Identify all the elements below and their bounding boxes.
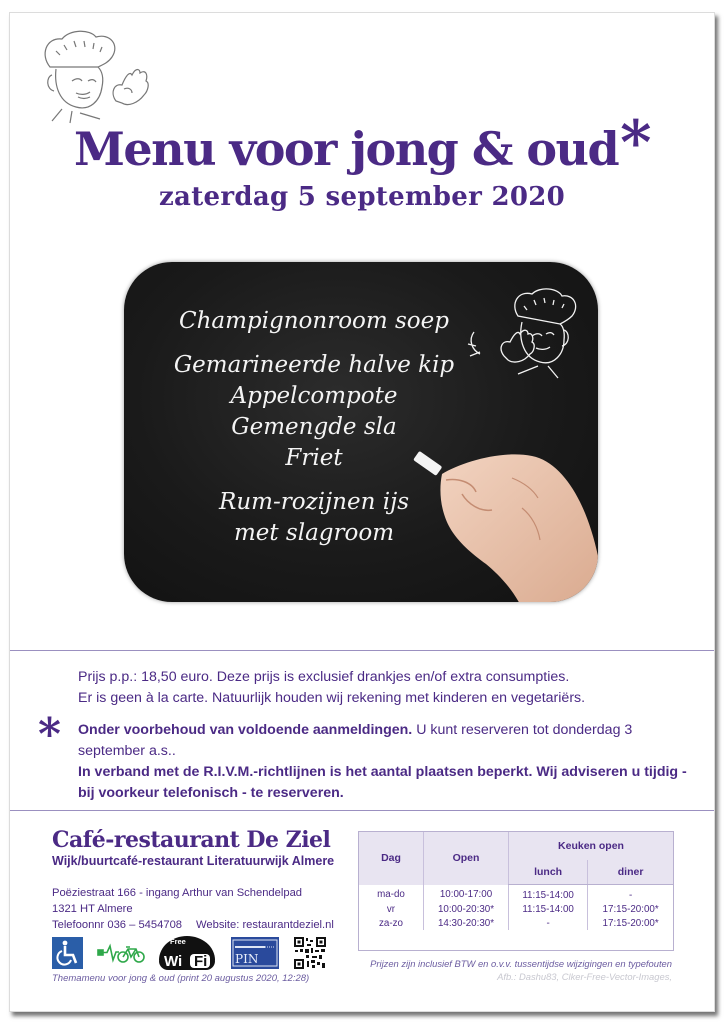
chef-chalk-illustration-icon bbox=[464, 286, 580, 382]
svg-text:Wi: Wi bbox=[164, 953, 183, 970]
image-credits: Afb.: Dashu83, Clker-Free-Vector-Images, bbox=[497, 971, 672, 982]
price-info bbox=[78, 667, 698, 804]
chalkboard-menu bbox=[124, 262, 598, 602]
free-wifi-icon bbox=[157, 934, 217, 972]
pin-payment-icon bbox=[231, 937, 279, 969]
svg-text:PIN: PIN bbox=[235, 952, 259, 966]
reservation-deadline: U kunt reserveren tot donderdag 3 september a.s.. bbox=[78, 722, 633, 759]
footer-notes bbox=[348, 957, 672, 983]
menu-item-main: Gemengde sla bbox=[231, 414, 397, 440]
table-row: ma-do 10:00-17:00 11:15-14:00 - bbox=[359, 885, 673, 903]
asterisk-note-marker: * bbox=[38, 709, 62, 760]
phone-number: Telefoonnr 036 – 5454708 bbox=[52, 919, 183, 931]
section-divider bbox=[10, 650, 714, 651]
table-row: za-zo 14:30-20:30* - 17:15-20:00* bbox=[359, 916, 673, 930]
ebike-charging-icon bbox=[97, 942, 147, 964]
restaurant-address bbox=[52, 885, 334, 933]
address-city: 1321 HT Almere bbox=[52, 903, 133, 915]
prices-note: Prijzen zijn inclusief BTW en o.v.v. tussentijdse wijzigingen en typefouten bbox=[370, 958, 672, 969]
chef-illustration-icon bbox=[32, 27, 162, 127]
print-note: Themamenu voor jong & oud (print 20 augustus 2020, 12:28) bbox=[52, 973, 310, 984]
restaurant-tagline: Wijk/buurtcafé-restaurant Literatuurwijk Almere bbox=[52, 854, 335, 868]
restaurant-name: Café-restaurant De Ziel bbox=[52, 827, 331, 853]
website-link[interactable]: Website: restaurantdeziel.nl bbox=[196, 919, 334, 931]
section-divider bbox=[10, 810, 714, 811]
col-header-open: Open bbox=[424, 832, 509, 885]
menu-item-main: Friet bbox=[285, 445, 343, 471]
price-line: Prijs p.p.: 18,50 euro. Deze prijs is exclusief drankjes en/of extra consumpties. bbox=[78, 669, 570, 685]
reservation-condition: Onder voorbehoud van voldoende aanmeldingen. bbox=[78, 722, 413, 738]
menu-item-dessert: Rum-rozijnen ijs bbox=[219, 489, 409, 515]
event-date: zaterdag 5 september 2020 bbox=[158, 182, 566, 212]
reservation-notes bbox=[78, 720, 698, 804]
menu-item-starter: Champignonroom soep bbox=[178, 308, 449, 334]
page-title: Menu voor jong & oud* bbox=[73, 108, 651, 178]
col-header-day: Dag bbox=[359, 832, 424, 885]
menu-item-main: Appelcompote bbox=[230, 383, 398, 409]
col-header-dinner: diner bbox=[588, 860, 673, 885]
table-row: vr 10:00-20:30* 11:15-14:00 17:15-20:00* bbox=[359, 902, 673, 916]
opening-hours-table bbox=[358, 831, 674, 951]
menu-flyer-page bbox=[9, 12, 715, 1012]
wheelchair-icon bbox=[52, 937, 83, 969]
menu-item-dessert: met slagroom bbox=[233, 520, 395, 546]
rivm-notice: In verband met de R.I.V.M.-richtlijnen is het aantal plaatsen beperkt. Wij adviseren u tijdig - bij voorkeur telefonisch - te reserveren. bbox=[78, 764, 687, 801]
qr-code-icon[interactable] bbox=[293, 936, 327, 970]
svg-text:Free: Free bbox=[170, 937, 186, 946]
address-street: Poëziestraat 166 - ingang Arthur van Schendelpad bbox=[52, 887, 303, 899]
col-header-lunch: lunch bbox=[509, 860, 588, 885]
carte-line: Er is geen à la carte. Natuurlijk houden wij rekening met kinderen en vegetariërs. bbox=[78, 690, 586, 706]
facility-icons bbox=[52, 934, 327, 972]
menu-item-main: Gemarineerde halve kip bbox=[173, 352, 455, 378]
col-header-kitchen: Keuken open bbox=[509, 832, 674, 860]
svg-text:Fi: Fi bbox=[194, 953, 208, 970]
title-asterisk: * bbox=[620, 108, 651, 178]
hand-with-chalk-icon bbox=[402, 438, 598, 602]
